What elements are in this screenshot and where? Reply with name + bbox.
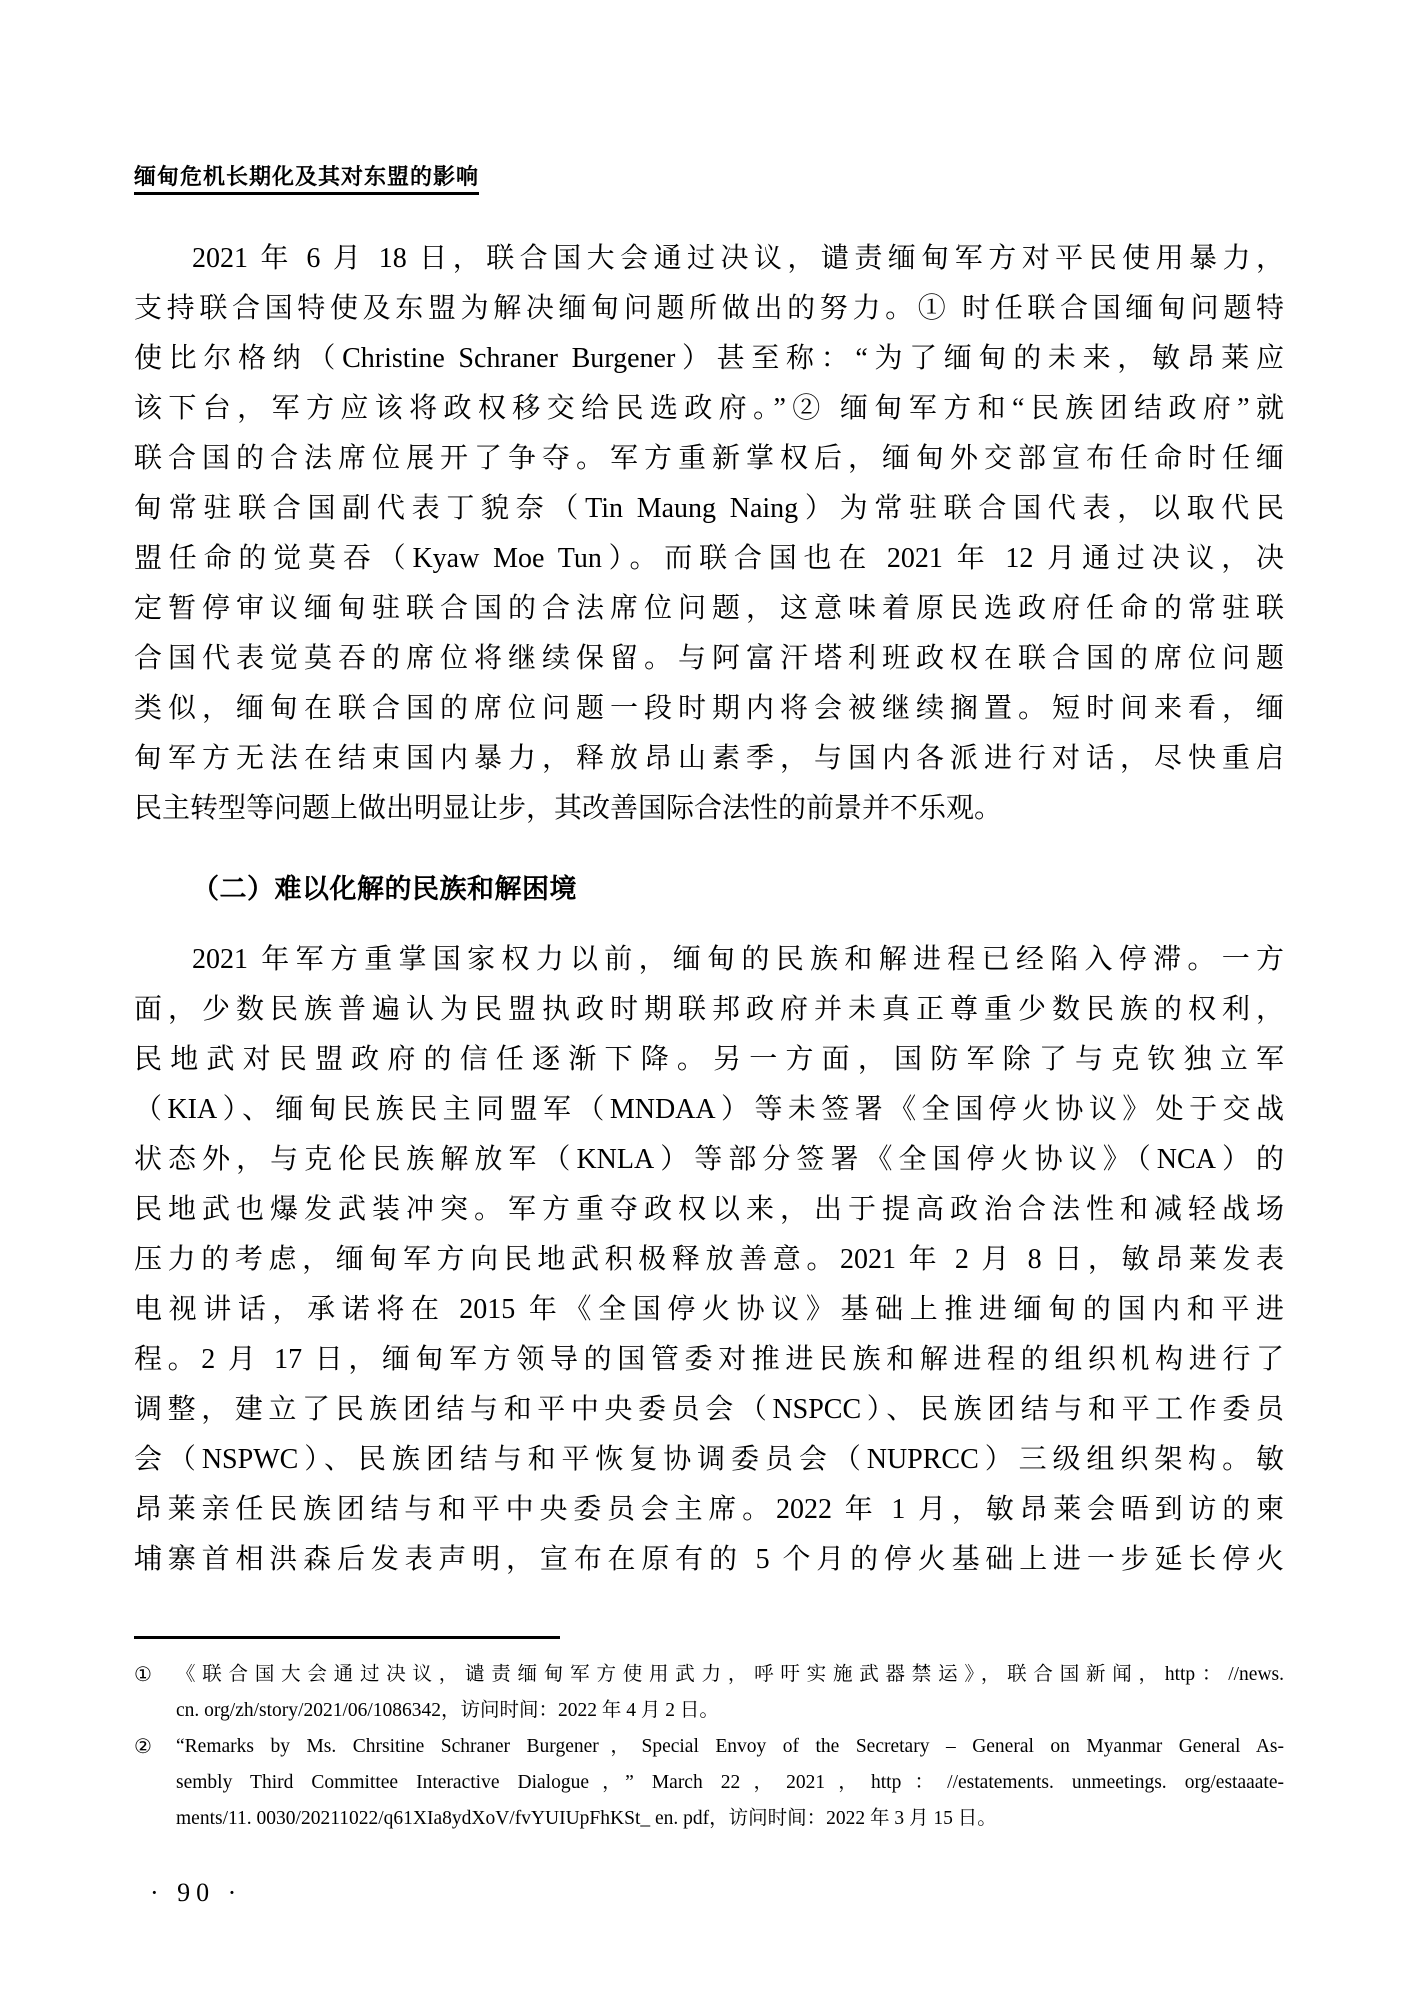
footnote-section xyxy=(134,1636,1284,1837)
body-line: 埔寨首相洪森后发表声明，宣布在原有的 5 个月的停火基础上进一步延长停火 xyxy=(134,1544,1284,1575)
body-text xyxy=(134,234,1284,1585)
page-number: · 90 · xyxy=(150,1878,243,1907)
footnote-line: cn. org/zh/story/2021/06/1086342，访问时间：2022 年 4 月 2 日。 xyxy=(176,1700,719,1721)
footnote-text xyxy=(176,1729,1284,1837)
body-line: 2021 年 6 月 18 日，联合国大会通过决议，谴责缅甸军方对平民使用暴力， xyxy=(192,243,1284,274)
body-line: 2021 年军方重掌国家权力以前，缅甸的民族和解进程已经陷入停滞。一方 xyxy=(192,944,1284,975)
body-line: 联合国的合法席位展开了争夺。军方重新掌权后，缅甸外交部宣布任命时任缅 xyxy=(134,443,1284,474)
footnote-line: ments/11. 0030/20211022/q61XIa8ydXoV/fvYUIUpFhKSt_ en. pdf，访问时间：2022 年 3 月 15 日。 xyxy=(176,1808,997,1829)
body-line: 调整，建立了民族团结与和平中央委员会（NSPCC）、民族团结与和平工作委员 xyxy=(134,1394,1284,1425)
body-line: 民地武对民盟政府的信任逐渐下降。另一方面，国防军除了与克钦独立军 xyxy=(134,1044,1284,1075)
paragraph-2 xyxy=(134,935,1284,1585)
body-line: 状态外，与克伦民族解放军（KNLA）等部分签署《全国停火协议》（NCA）的 xyxy=(134,1144,1284,1175)
paragraph-1 xyxy=(134,234,1284,834)
body-line: （KIA）、缅甸民族民主同盟军（MNDAA）等未签署《全国停火协议》处于交战 xyxy=(134,1094,1284,1125)
body-line: 盟任命的觉莫吞（Kyaw Moe Tun）。而联合国也在 2021 年 12 月通过决议，决 xyxy=(134,543,1284,574)
body-line: 程。2 月 17 日，缅甸军方领导的国管委对推进民族和解进程的组织机构进行了 xyxy=(134,1344,1284,1375)
footnote-line: “Remarks by Ms. Chrsitine Schraner Burgener，Special Envoy of the Secretary – General on Myanmar General As- xyxy=(176,1736,1284,1757)
footnote-text xyxy=(176,1657,1284,1729)
footnote-2 xyxy=(134,1729,1284,1837)
footnote-marker: ② xyxy=(134,1736,152,1758)
body-line: 定暂停审议缅甸驻联合国的合法席位问题，这意味着原民选政府任命的常驻联 xyxy=(134,593,1284,624)
body-line: 该下台，军方应该将政权移交给民选政府。”② 缅甸军方和“民族团结政府”就 xyxy=(134,393,1284,424)
body-line: 合国代表觉莫吞的席位将继续保留。与阿富汗塔利班政权在联合国的席位问题 xyxy=(134,643,1284,674)
body-line: 类似，缅甸在联合国的席位问题一段时期内将会被继续搁置。短时间来看，缅 xyxy=(134,693,1284,724)
footnote-marker: ① xyxy=(134,1664,152,1686)
body-line: 面，少数民族普遍认为民盟执政时期联邦政府并未真正尊重少数民族的权利， xyxy=(134,994,1284,1025)
body-line: 甸军方无法在结束国内暴力，释放昂山素季，与国内各派进行对话，尽快重启 xyxy=(134,743,1284,774)
running-head-title: 缅甸危机长期化及其对东盟的影响 xyxy=(134,164,479,195)
footnote-separator-rule xyxy=(134,1636,560,1639)
body-line: 会（NSPWC）、民族团结与和平恢复协调委员会（NUPRCC）三级组织架构。敏 xyxy=(134,1444,1284,1475)
footnote-line: sembly Third Committee Interactive Dialogue，” March 22，2021，http：//estatements. unmeetings. org/estaaate- xyxy=(176,1772,1284,1793)
section-heading: （二）难以化解的民族和解困境 xyxy=(192,874,577,904)
body-line: 民地武也爆发武装冲突。军方重夺政权以来，出于提高政治合法性和减轻战场 xyxy=(134,1194,1284,1225)
footnote-1 xyxy=(134,1657,1284,1729)
body-line: 甸常驻联合国副代表丁貌奈（Tin Maung Naing）为常驻联合国代表，以取代民 xyxy=(134,493,1284,524)
body-line: 昂莱亲任民族团结与和平中央委员会主席。2022 年 1 月，敏昂莱会晤到访的柬 xyxy=(134,1494,1284,1525)
body-line: 电视讲话，承诺将在 2015 年《全国停火协议》基础上推进缅甸的国内和平进 xyxy=(134,1294,1284,1325)
body-line: 压力的考虑，缅甸军方向民地武积极释放善意。2021 年 2 月 8 日，敏昂莱发表 xyxy=(134,1244,1284,1275)
footnote-line: 《联合国大会通过决议，谴责缅甸军方使用武力，呼吁实施武器禁运》，联合国新闻，http：//news. xyxy=(176,1664,1284,1685)
body-line: 使比尔格纳（Christine Schraner Burgener）甚至称：“为了缅甸的未来，敏昂莱应 xyxy=(134,343,1284,374)
body-line: 民主转型等问题上做出明显让步，其改善国际合法性的前景并不乐观。 xyxy=(134,793,1003,824)
body-line: 支持联合国特使及东盟为解决缅甸问题所做出的努力。① 时任联合国缅甸问题特 xyxy=(134,293,1284,324)
